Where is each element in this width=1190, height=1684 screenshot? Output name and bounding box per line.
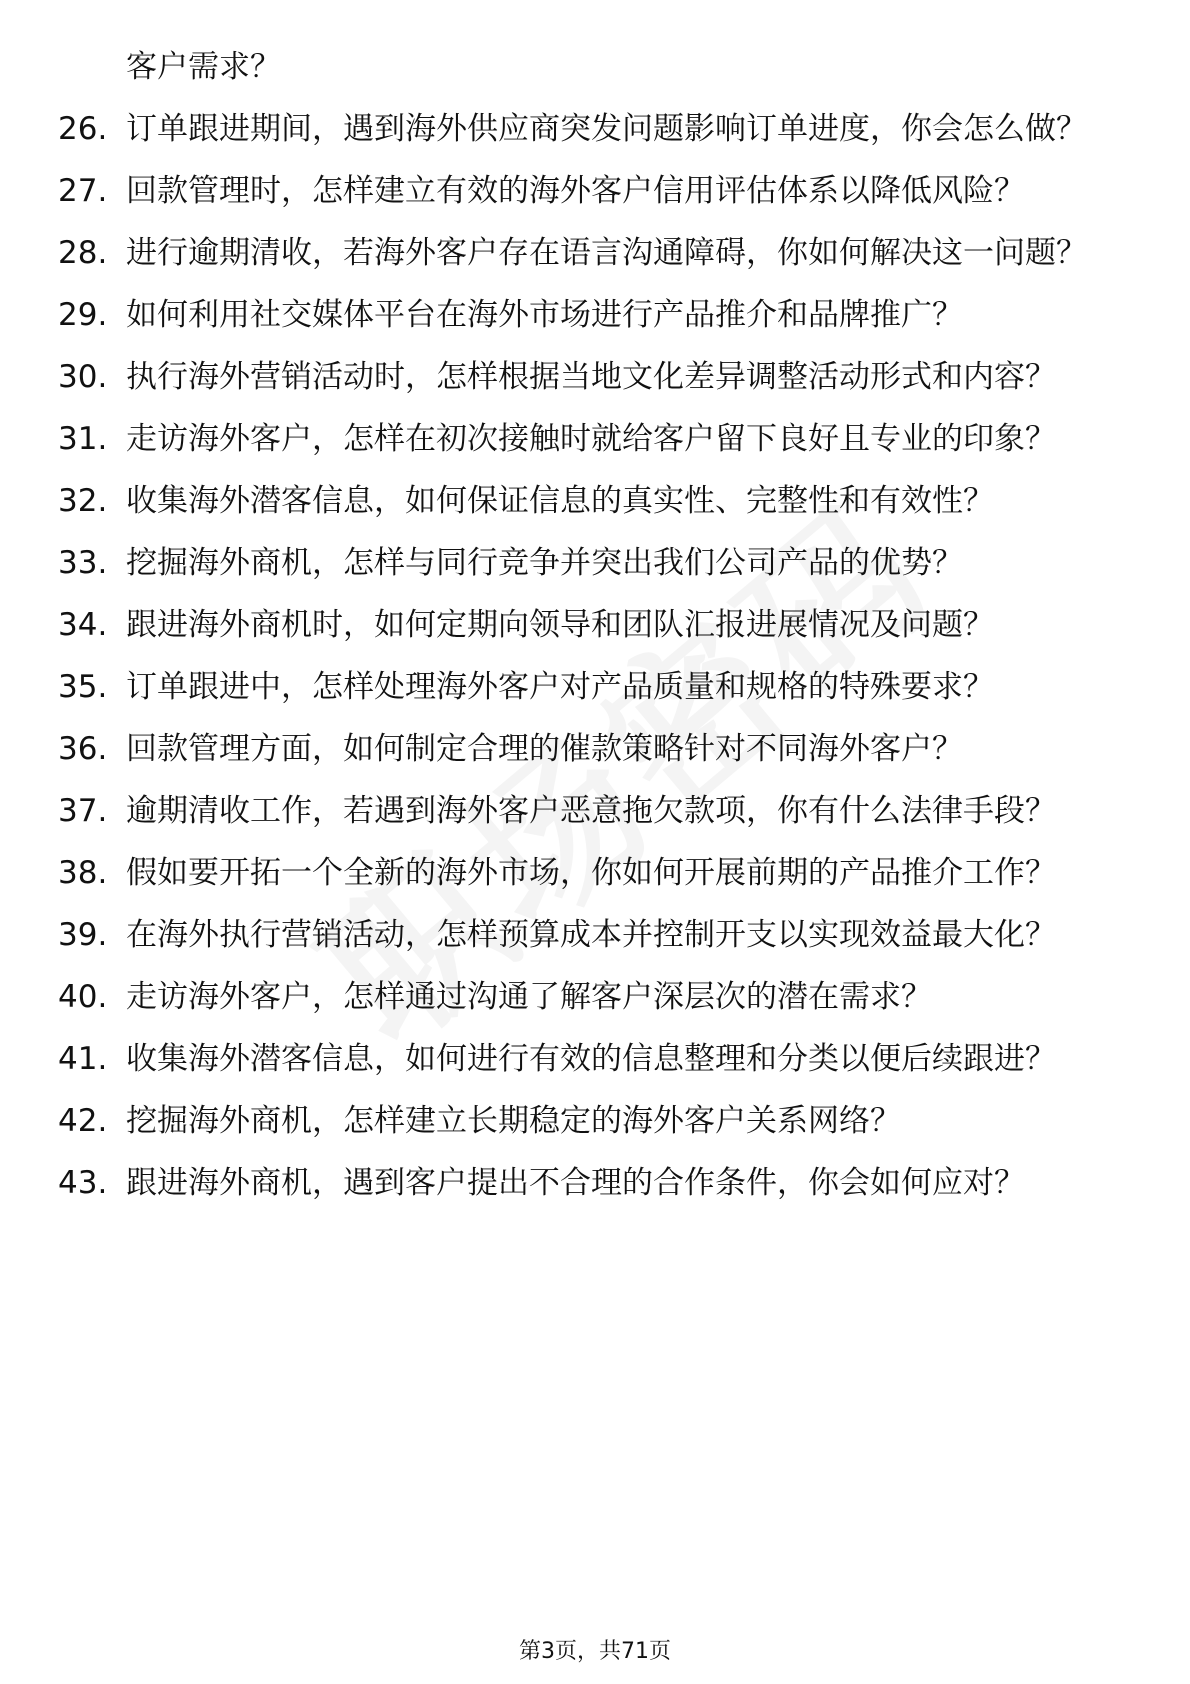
question-text: 回款管理时，怎样建立有效的海外客户信用评估体系以降低风险？ <box>126 173 1025 209</box>
question-item <box>0 728 1190 770</box>
question-number: 30. <box>58 359 108 395</box>
question-text: 挖掘海外商机，怎样与同行竞争并突出我们公司产品的优势？ <box>126 545 963 581</box>
question-item <box>0 666 1190 708</box>
question-number: 41. <box>58 1041 108 1077</box>
question-text: 进行逾期清收，若海外客户存在语言沟通障碍，你如何解决这一问题？ <box>126 235 1087 271</box>
question-number: 36. <box>58 731 108 767</box>
question-number: 26. <box>58 111 108 147</box>
question-text: 跟进海外商机时，如何定期向领导和团队汇报进展情况及问题？ <box>126 607 994 643</box>
question-text: 走访海外客户，怎样通过沟通了解客户深层次的潜在需求？ <box>126 979 932 1015</box>
question-item <box>0 1162 1190 1204</box>
question-number: 29. <box>58 297 108 333</box>
question-text: 挖掘海外商机，怎样建立长期稳定的海外客户关系网络？ <box>126 1103 901 1139</box>
question-number: 32. <box>58 483 108 519</box>
question-number: 35. <box>58 669 108 705</box>
continued-question-text: 客户需求？ <box>126 49 281 85</box>
question-number: 43. <box>58 1165 108 1201</box>
question-item <box>0 480 1190 522</box>
question-item <box>0 418 1190 460</box>
question-text: 收集海外潜客信息，如何保证信息的真实性、完整性和有效性？ <box>126 483 994 519</box>
question-item <box>0 1038 1190 1080</box>
question-item <box>0 1100 1190 1142</box>
question-item <box>0 914 1190 956</box>
question-item <box>0 976 1190 1018</box>
question-text: 逾期清收工作，若遇到海外客户恶意拖欠款项，你有什么法律手段？ <box>126 793 1056 829</box>
question-text: 回款管理方面，如何制定合理的催款策略针对不同海外客户？ <box>126 731 963 767</box>
question-number: 37. <box>58 793 108 829</box>
question-text: 如何利用社交媒体平台在海外市场进行产品推介和品牌推广？ <box>126 297 963 333</box>
question-number: 42. <box>58 1103 108 1139</box>
question-list <box>0 108 1190 1204</box>
question-item <box>0 108 1190 150</box>
question-number: 40. <box>58 979 108 1015</box>
question-item <box>0 232 1190 274</box>
question-item <box>0 356 1190 398</box>
question-text: 订单跟进期间，遇到海外供应商突发问题影响订单进度，你会怎么做？ <box>126 111 1087 147</box>
question-number: 27. <box>58 173 108 209</box>
question-text: 执行海外营销活动时，怎样根据当地文化差异调整活动形式和内容？ <box>126 359 1056 395</box>
question-text: 在海外执行营销活动，怎样预算成本并控制开支以实现效益最大化？ <box>126 917 1056 953</box>
question-number: 31. <box>58 421 108 457</box>
question-item <box>0 852 1190 894</box>
question-text: 假如要开拓一个全新的海外市场，你如何开展前期的产品推介工作？ <box>126 855 1056 891</box>
question-number: 28. <box>58 235 108 271</box>
question-content <box>0 46 1190 1224</box>
question-text: 收集海外潜客信息，如何进行有效的信息整理和分类以便后续跟进？ <box>126 1041 1056 1077</box>
question-text: 跟进海外商机，遇到客户提出不合理的合作条件，你会如何应对？ <box>126 1165 1025 1201</box>
question-number: 38. <box>58 855 108 891</box>
page-footer: 第3页，共71页 <box>519 1639 671 1664</box>
question-item <box>0 170 1190 212</box>
question-text: 订单跟进中，怎样处理海外客户对产品质量和规格的特殊要求？ <box>126 669 994 705</box>
question-item <box>0 294 1190 336</box>
question-item <box>0 604 1190 646</box>
question-item <box>0 542 1190 584</box>
question-number: 34. <box>58 607 108 643</box>
question-text: 走访海外客户，怎样在初次接触时就给客户留下良好且专业的印象？ <box>126 421 1056 457</box>
question-number: 39. <box>58 917 108 953</box>
question-number: 33. <box>58 545 108 581</box>
question-item <box>0 790 1190 832</box>
